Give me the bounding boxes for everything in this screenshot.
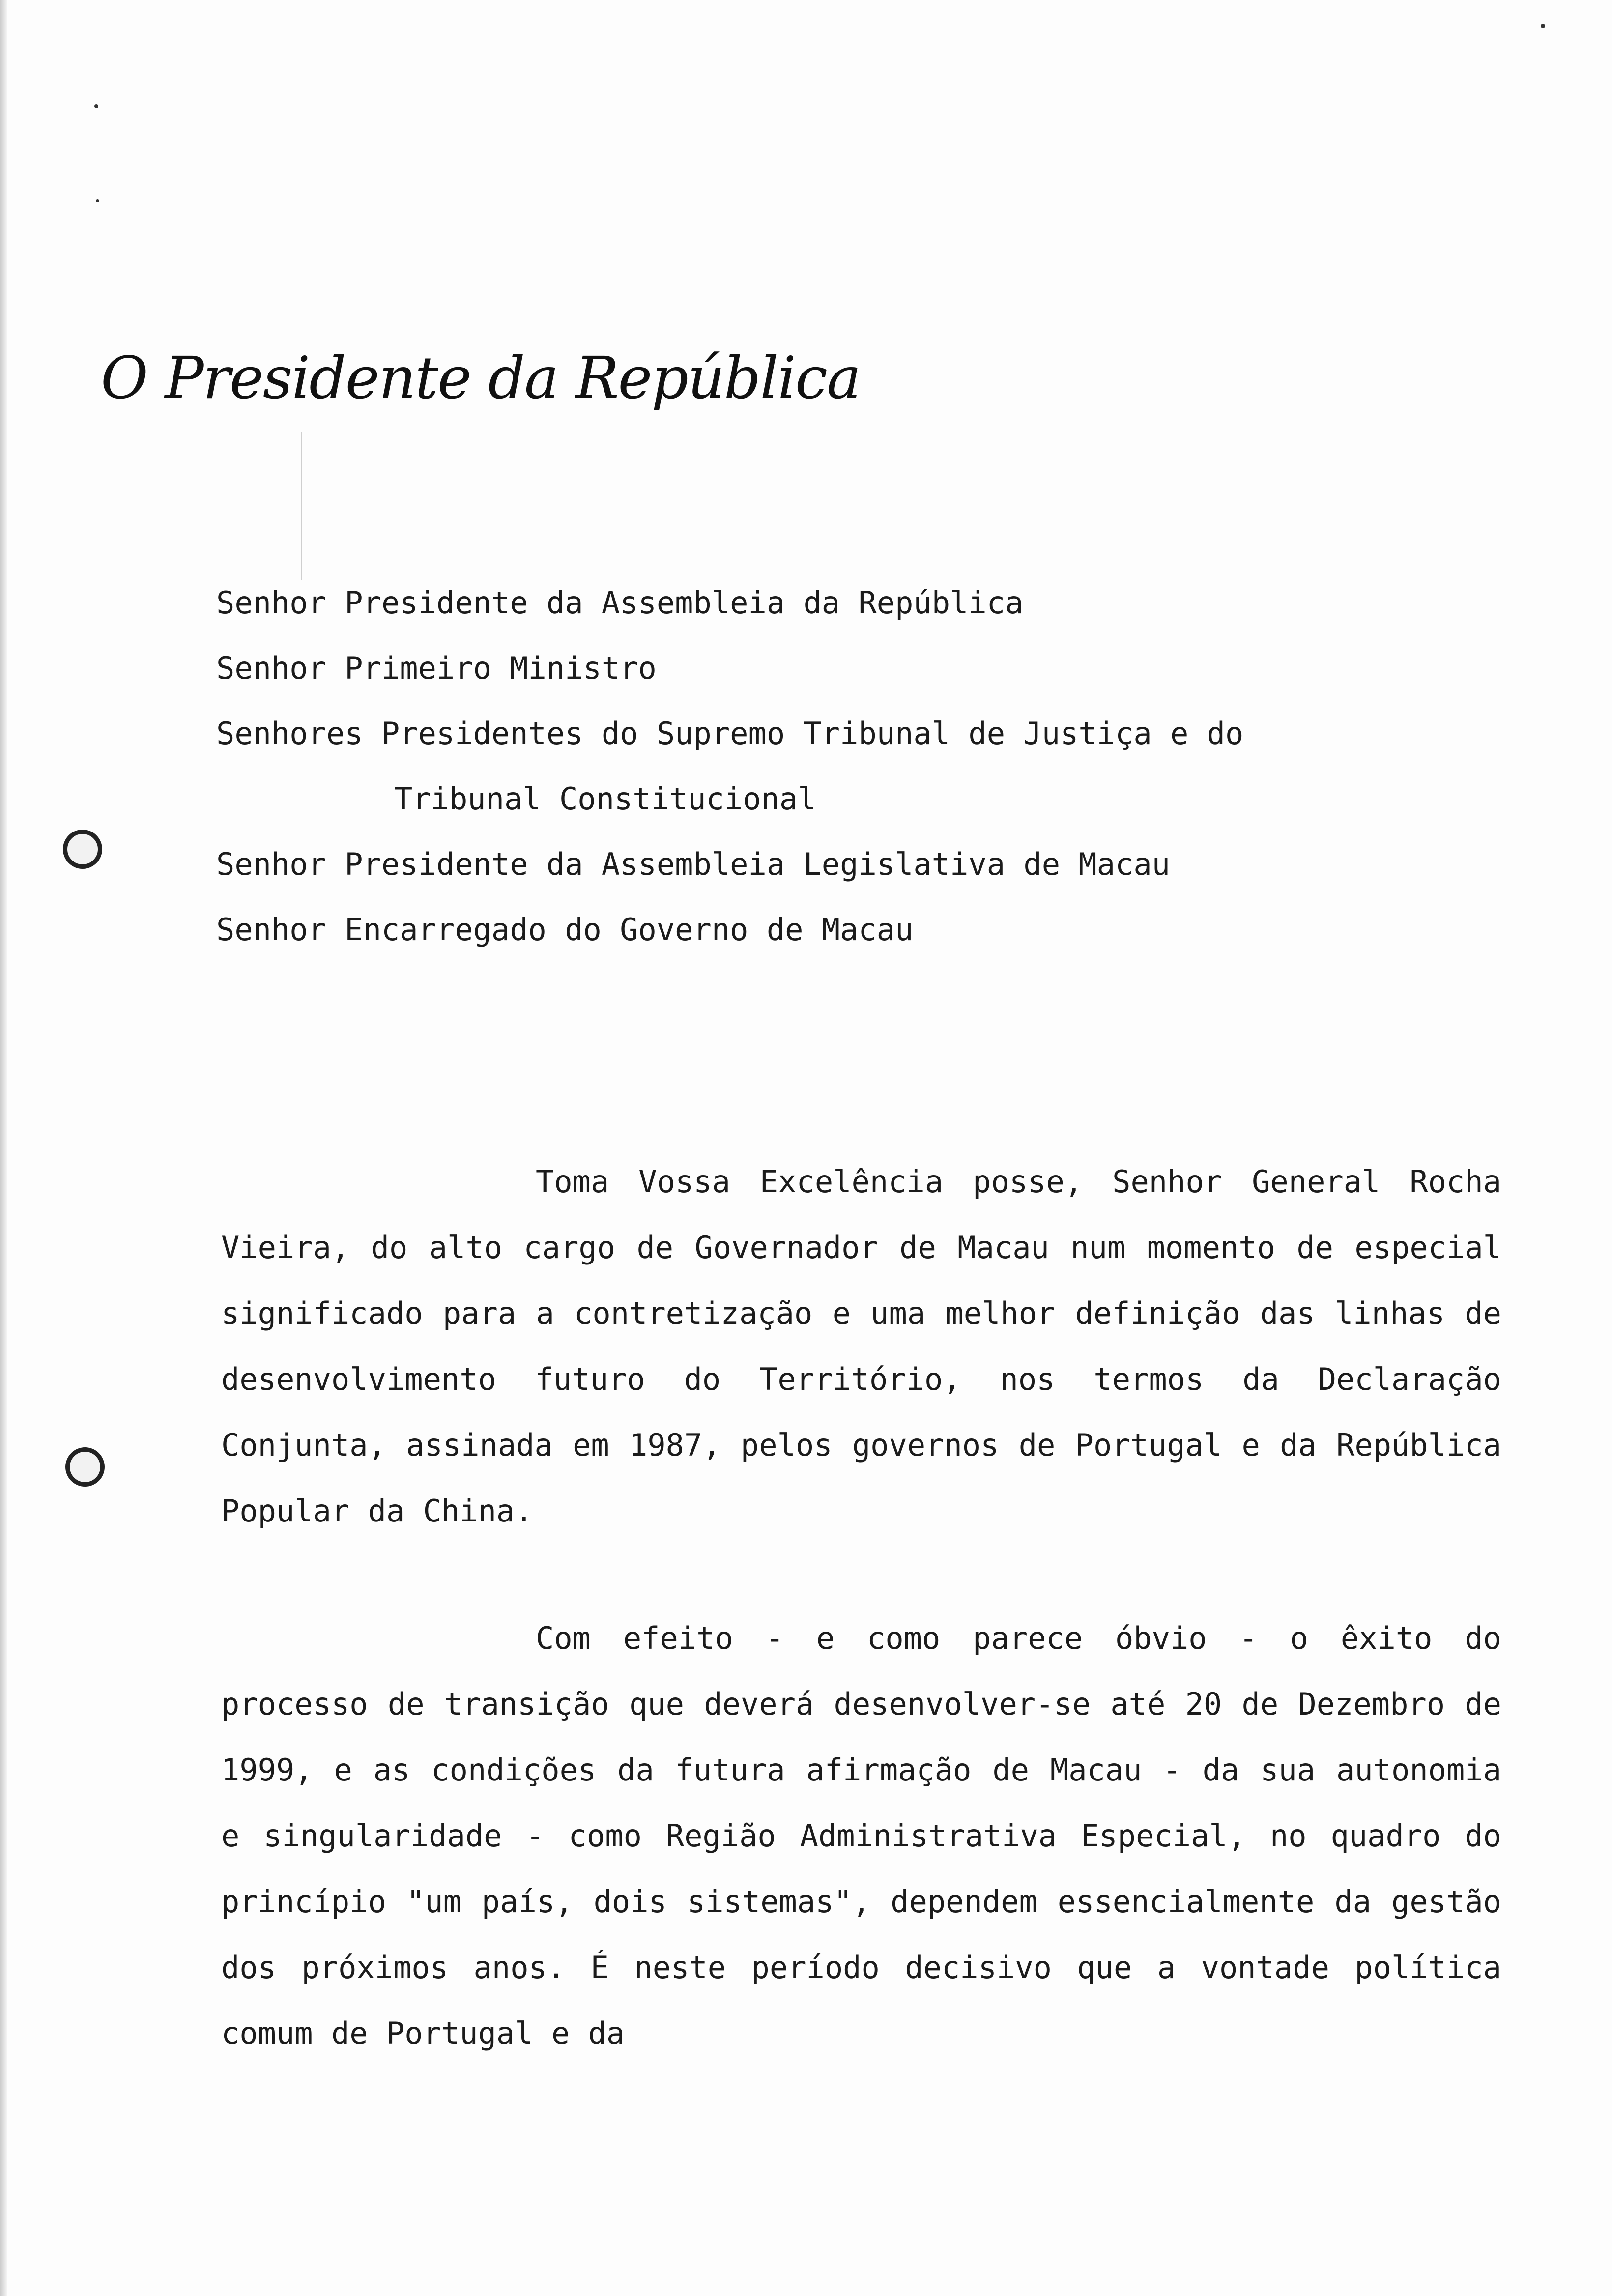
addressee-line: Senhor Presidente da Assembleia da República bbox=[216, 585, 1024, 621]
scan-edge-shadow bbox=[0, 0, 7, 2296]
scan-speck bbox=[1541, 24, 1545, 28]
addressee-line-continuation: Tribunal Constitucional bbox=[394, 781, 816, 817]
body-paragraph: Com efeito - e como parece óbvio - o êxito do processo de transição que deverá desenvolver-se até 20 de Dezembro de 1999, e as condições da futura afirmação de Macau - da sua autonomia e singularidade - como Região Administrativa Especial, no quadro do princípio "um país, dois sistemas", dependem essencialmente da gestão dos próximos anos. É neste período decisivo que a vontade política comum de Portugal e da bbox=[221, 1620, 1501, 2051]
addressee-line: Senhores Presidentes do Supremo Tribunal de Justiça e do bbox=[216, 716, 1244, 751]
scan-speck bbox=[96, 199, 99, 202]
addressee-line: Senhor Encarregado do Governo de Macau bbox=[216, 912, 914, 947]
body-paragraph: Toma Vossa Excelência posse, Senhor General Rocha Vieira, do alto cargo de Governador de Macau num momento de especial significado para a contretização e uma melhor definição das linhas de desenvolvimento futuro do Território, nos termos da Declaração Conjunta, assinada em 1987, pelos governos de Portugal e da República Popular da China. bbox=[221, 1164, 1501, 1529]
scan-speck bbox=[94, 104, 98, 108]
addressee-list bbox=[216, 570, 1243, 962]
fold-mark bbox=[301, 432, 302, 580]
letterhead-title: O Presidente da República bbox=[101, 344, 861, 412]
punch-hole bbox=[63, 830, 102, 869]
addressee-line: Senhor Primeiro Ministro bbox=[216, 650, 657, 686]
punch-hole bbox=[65, 1447, 105, 1487]
addressee-line: Senhor Presidente da Assembleia Legislativa de Macau bbox=[216, 846, 1171, 882]
